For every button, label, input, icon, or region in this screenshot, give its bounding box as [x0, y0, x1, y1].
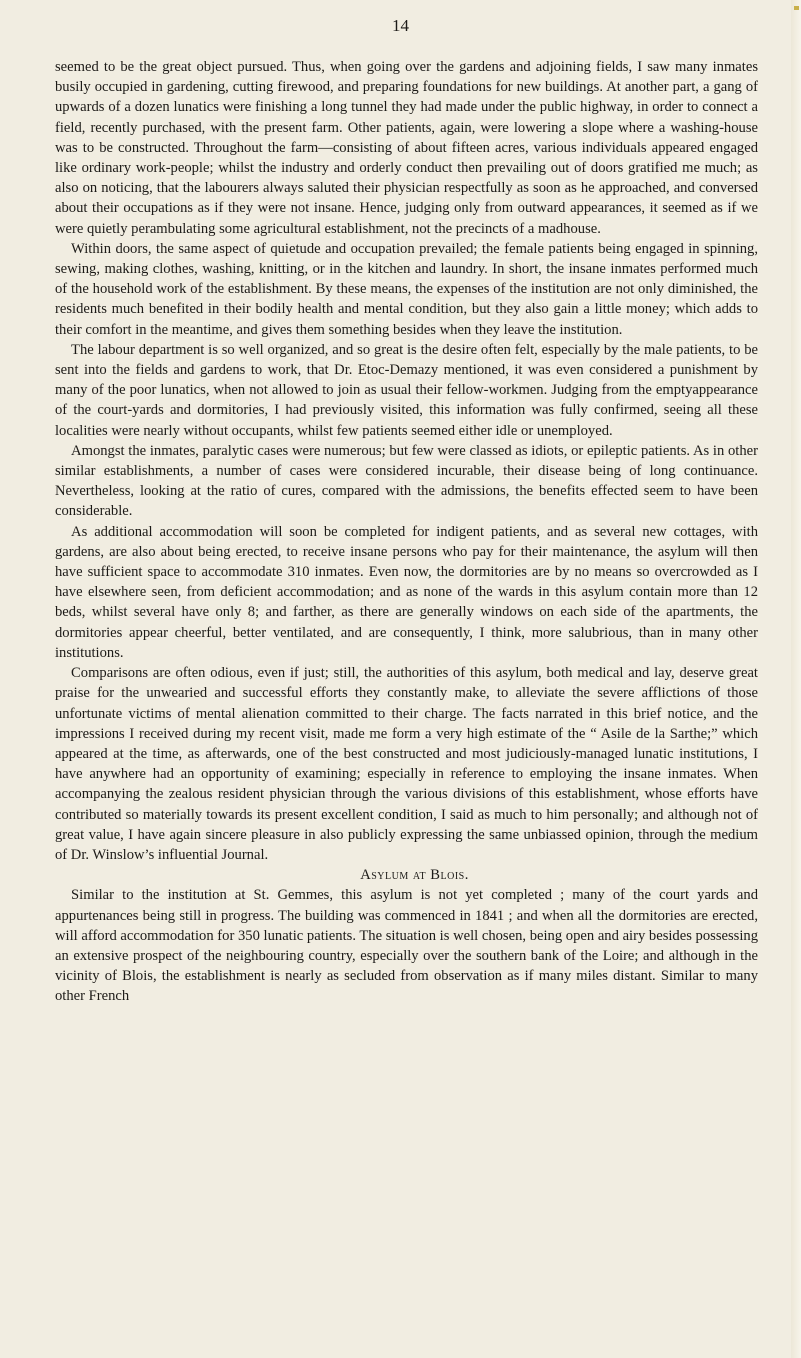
paragraph: Amongst the inmates, paralytic cases were numerous; but few were classed as idiots, or epileptic patients. As in other similar establishments, a number of cases were considered incurable, their disease being of long continuance. Nevertheless, looking at the ratio of cures, compared with the admissions, the benefits effected seem to have been considerable.: [55, 442, 758, 520]
edge-mark: [794, 6, 799, 10]
paragraph: The labour department is so well organized, and so great is the desire often felt, especially by the male patients, to be sent into the fields and gardens to work, that Dr. Etoc-Demazy mentioned, it was even considered a punishment by many of the poor lunatics, when not allowed to join as usual their fellow-workmen. Judging from the emptyappearance of the court-yards and dormitories, I had previously visited, this information was fully confirmed, seeing all these localities were nearly without occupants, whilst few patients seemed either idle or unemployed.: [55, 341, 758, 439]
paragraph: Within doors, the same aspect of quietude and occupation prevailed; the female patients being engaged in spinning, sewing, making clothes, washing, knitting, or in the kitchen and laundry. In short, the insane inmates performed much of the household work of the establishment. By these means, the expenses of the institution are not only diminished, the residents much benefited in their bodily health and mental condition, but they also gain a little money; which adds to their comfort in the meantime, and gives them something besides when they leave the institution.: [55, 240, 758, 338]
paragraph: As additional accommodation will soon be completed for indigent patients, and as several new cottages, with gardens, are also about being erected, to receive insane persons who pay for their maintenance, the asylum will then have sufficient space to accommodate 310 inmates. Even now, the dormitories are by no means so overcrowded as I have elsewhere seen, from deficient accommodation; and as none of the wards in this asylum contain more than 12 beds, whilst several have only 8; and farther, as there are generally windows on each side of the apartments, the dormitories appear cheerful, better ventilated, and are consequently, I think, more salubrious, than in many other institutions.: [55, 523, 758, 661]
paragraph: Similar to the institution at St. Gemmes, this asylum is not yet completed ; many of the court yards and appurtenances being still in progress. The building was commenced in 1841 ; and when all the dormitories are erected, will afford accommodation for 350 lunatic patients. The situation is well chosen, being open and airy besides possessing an extensive prospect of the neighbouring country, especially over the southern bank of the Loire; and although in the vicinity of Blois, the establishment is nearly as secluded from observation as if many miles distant. Similar to many other French: [55, 887, 758, 1005]
section-heading: Asylum at Blois.: [360, 867, 469, 884]
paragraph: Comparisons are often odious, even if just; still, the authorities of this asylum, both medical and lay, deserve great praise for the unwearied and successful efforts they constantly make, to alleviate the severe afflictions of those unfortunate victims of mental alienation committed to their charge. The facts narrated in this brief notice, and the impressions I received during my recent visit, made me form a very high estimate of the “ Asile de la Sarthe;” which appeared at the time, as afterwards, one of the best constructed and most judiciously-managed lunatic institutions, I have anywhere had an opportunity of examining; especially in reference to employing the insane inmates. When accompanying the zealous resident physician through the various divisions of this establishment, whose efforts have contributed so materially towards its present excellent condition, I said as much to him personally; and although not of great value, I have again sincere pleasure in also publicly expressing the same unbiassed opinion, through the medium of Dr. Winslow’s influential Journal.: [55, 665, 758, 863]
paragraph: seemed to be the great object pursued. Thus, when going over the gardens and adjoining fields, I saw many inmates busily occupied in gardening, cutting firewood, and preparing foundations for new buildings. At another part, a gang of upwards of a dozen lunatics were finishing a long tunnel they had made under the public highway, in order to connect a field, recently purchased, with the present farm. Other patients, again, were lowering a slope where a washing-house was to be constructed. Throughout the farm—consisting of about fifteen acres, various individuals appeared engaged like ordinary work-people; whilst the industry and orderly conduct then prevailing out of doors gratified me much; as also on noticing, that the labourers always saluted their physician respectfully as soon as he approached, and conversed about their occupations as if they were not insane. Hence, judging only from outward appearances, it seemed as if we were quietly perambulating some agricultural establishment, not the precincts of a madhouse.: [55, 59, 758, 237]
page-number: 14: [392, 16, 409, 35]
body-text: [55, 57, 758, 1007]
page-edge: [791, 0, 801, 1358]
